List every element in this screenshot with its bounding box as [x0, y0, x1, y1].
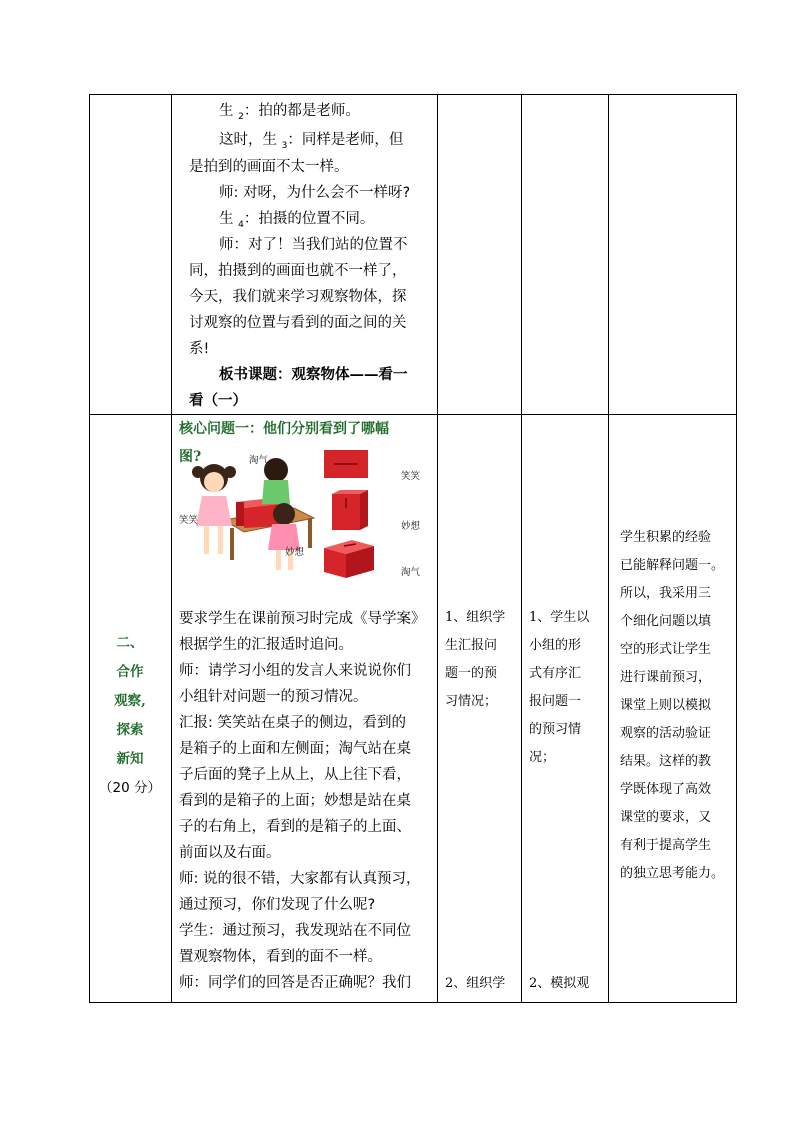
intent-line: 所以，我采用三: [620, 586, 712, 601]
table-border-left: [89, 94, 90, 1003]
stage-line: 观察,: [114, 693, 146, 709]
lesson-plan-table: [89, 94, 737, 1003]
board-title: 板书课题：观察物体——看一: [219, 366, 408, 383]
figure-label-taoqi: 淘气: [249, 455, 269, 466]
option-label-xiaoxiao: 笑笑: [401, 471, 421, 482]
girl2-hair: [273, 503, 295, 525]
option-label-taoqi: 淘气: [401, 567, 421, 578]
activity-line: 小组的形: [529, 638, 582, 653]
activity-line: 2、组织学: [445, 976, 506, 991]
activity-line: 的预习情: [529, 722, 582, 737]
activity-line: 报问题一: [529, 694, 582, 709]
text-line: 前面以及右面。: [179, 845, 281, 861]
text-line: 师: 说的很不错，大家都有认真预习，: [179, 871, 421, 887]
core-question-cont: 图?: [179, 449, 202, 465]
text-line: 讨观察的位置与看到的面之间的关: [189, 315, 407, 331]
text-line: 看到的是箱子的上面；妙想是站在桌: [179, 793, 411, 809]
activity-line: 1、学生以: [529, 610, 590, 625]
col-divider-2: [437, 94, 438, 1003]
activity-line: 习情况；: [445, 694, 498, 709]
intent-line: 有利于提高学生: [620, 838, 712, 853]
text-line: 生 $_4$：拍摄的位置不同。: [219, 211, 375, 230]
text-line: 根据学生的汇报适时追问。: [179, 637, 353, 653]
text-line: 要求学生在课前预习时完成《导学案》: [179, 611, 426, 627]
stage-number: 二、: [116, 635, 144, 651]
intent-line: 观察的活动验证: [620, 726, 712, 741]
text-line: 师：对了！当我们站的位置不: [219, 237, 408, 253]
text-line: 师：同学们的回答是否正确呢？我们: [179, 975, 411, 991]
desk-leg: [308, 518, 312, 548]
stage-time: （20 分）: [99, 780, 161, 796]
text-line: 子后面的凳子上从上，从上往下看，: [179, 767, 411, 783]
table-border-right: [736, 94, 737, 1003]
stage-line: 合作: [116, 664, 144, 680]
text-line: 这时，生 $_3$：同样是老师，但: [219, 132, 404, 151]
activity-line: 题一的预: [445, 666, 498, 681]
activity-line: 式有序汇: [529, 666, 582, 681]
intent-line: 结果。这样的教: [620, 754, 712, 769]
col-divider-3: [521, 94, 522, 1003]
option-label-miaoxiang: 妙想: [401, 521, 421, 532]
text-line: 系!: [189, 341, 210, 357]
text-line: 今天，我们就来学习观察物体，探: [189, 289, 407, 305]
boy-shirt: [262, 480, 290, 504]
figure-label-xiaoxiao: 笑笑: [179, 515, 199, 526]
text-line: 师：请学习小组的发言人来说说你们: [179, 663, 411, 679]
desk-leg: [230, 528, 234, 560]
intent-line: 学既体现了高效: [620, 782, 712, 797]
intent-line: 空的形式让学生: [620, 642, 712, 657]
activity-line: 1、组织学: [445, 610, 506, 625]
activity-line: 生汇报问: [445, 638, 498, 653]
row-divider: [89, 414, 737, 415]
activity-line: 况；: [529, 750, 556, 765]
girl-face: [204, 472, 224, 492]
stage-line: 新知: [116, 751, 144, 767]
intent-line: 学生积累的经验: [620, 530, 712, 545]
intent-line: 的独立思考能力。: [620, 866, 725, 881]
text-line: 生 $_2$：拍的都是老师。: [219, 103, 360, 122]
col-divider-1: [171, 94, 172, 1003]
text-line: 置观察物体，看到的面不一样。: [179, 949, 382, 965]
text-line: 汇报: 笑笑站在桌子的侧边，看到的: [179, 715, 406, 731]
intent-line: 进行课前预习，: [620, 670, 712, 685]
stage-line: 探索: [116, 722, 144, 738]
intent-line: 课堂上则以模拟: [620, 698, 712, 713]
intent-line: 课堂的要求，又: [620, 810, 712, 825]
text-line: 学生：通过预习，我发现站在不同位: [179, 923, 411, 939]
text-line: 师: 对呀，为什么会不一样呀?: [219, 185, 411, 201]
intent-line: 个细化问题以填: [620, 614, 712, 629]
board-title-cont: 看（一）: [189, 392, 247, 409]
text-line: 同，拍摄到的画面也就不一样了，: [189, 263, 407, 279]
text-line: 子的右角上，看到的是箱子的上面、: [179, 819, 411, 835]
core-question: 核心问题一：他们分别看到了哪幅: [179, 421, 389, 437]
intent-line: 已能解释问题一。: [620, 558, 725, 573]
text-line: 是箱子的上面和左侧面；淘气站在桌: [179, 741, 411, 757]
table-border-top: [89, 94, 737, 95]
girl-dress: [196, 496, 232, 526]
col-divider-4: [608, 94, 609, 1003]
observation-illustration: [184, 448, 434, 580]
activity-line: 2、模拟观: [529, 976, 590, 991]
stage-label: [89, 629, 171, 803]
text-line: 是拍到的画面不太一样。: [189, 159, 349, 175]
text-line: 小组针对问题一的预习情况。: [179, 689, 368, 705]
text-line: 通过预习，你们发现了什么呢?: [179, 897, 376, 913]
table-border-bottom: [89, 1002, 737, 1003]
figure-label-miaoxiang: 妙想: [285, 547, 305, 558]
box-side: [236, 502, 244, 526]
